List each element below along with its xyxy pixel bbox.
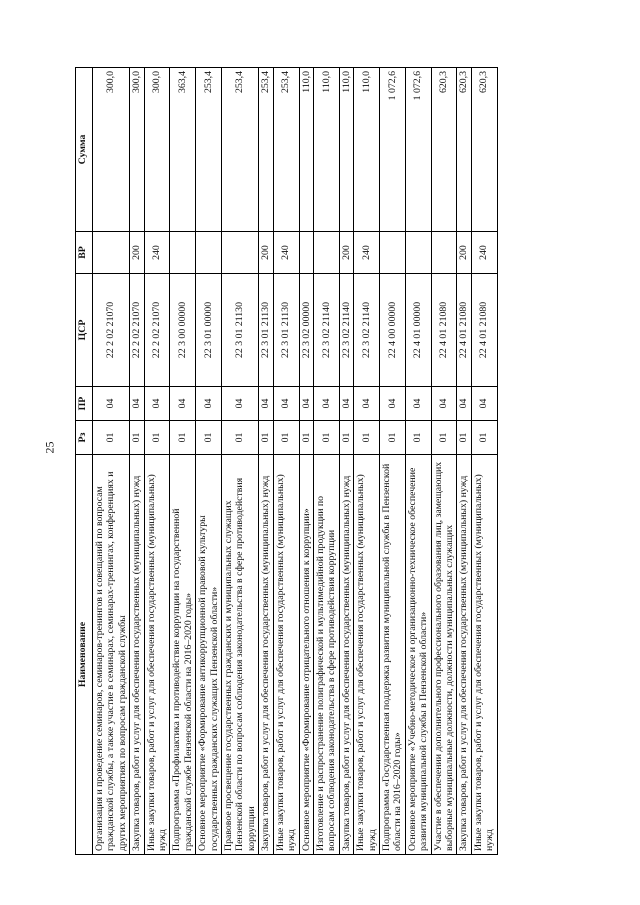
header-pr: ПР (76, 387, 93, 421)
cell-vr (93, 232, 130, 274)
cell-pr: 04 (130, 387, 144, 421)
cell-csr: 22 4 01 21080 (457, 274, 471, 387)
cell-rz: 01 (93, 421, 130, 455)
cell-pr: 04 (222, 387, 259, 421)
cell-csr: 22 3 01 21130 (222, 274, 259, 387)
table-row (273, 68, 299, 855)
cell-pr: 04 (299, 387, 313, 421)
header-name: Наименование (76, 455, 93, 855)
table-row (339, 68, 353, 855)
cell-name: Иные закупки товаров, работ и услуг для обеспечения государственных (муниципальных) нужд (273, 455, 299, 855)
cell-name: Иные закупки товаров, работ и услуг для обеспечения государственных (муниципальных) нужд (471, 455, 497, 855)
cell-sum: 110,0 (354, 68, 380, 232)
cell-sum: 253,4 (259, 68, 273, 232)
cell-vr (299, 232, 313, 274)
table-row (405, 68, 431, 855)
cell-rz: 01 (222, 421, 259, 455)
table-row (299, 68, 313, 855)
cell-pr: 04 (144, 387, 170, 421)
table-row (222, 68, 259, 855)
cell-name: Закупка товаров, работ и услуг для обеспечения государственных (муниципальных) нужд (339, 455, 353, 855)
cell-csr: 22 4 01 21080 (471, 274, 497, 387)
cell-csr: 22 4 01 00000 (405, 274, 431, 387)
cell-sum: 110,0 (339, 68, 353, 232)
cell-sum: 620,3 (431, 68, 457, 232)
table-row (170, 68, 196, 855)
table-row (471, 68, 497, 855)
cell-name: Подпрограмма «Государственная поддержка развития муниципальной службы в Пензенской области на 2016–2020 годы» (379, 455, 405, 855)
cell-pr: 04 (339, 387, 353, 421)
cell-sum: 253,4 (273, 68, 299, 232)
cell-vr (222, 232, 259, 274)
cell-rz: 01 (170, 421, 196, 455)
cell-csr: 22 3 02 21140 (313, 274, 339, 387)
cell-vr: 240 (273, 232, 299, 274)
cell-rz: 01 (431, 421, 457, 455)
cell-pr: 04 (259, 387, 273, 421)
cell-vr (313, 232, 339, 274)
cell-rz: 01 (313, 421, 339, 455)
cell-pr: 04 (313, 387, 339, 421)
cell-sum: 253,4 (222, 68, 259, 232)
cell-rz: 01 (405, 421, 431, 455)
table-row (259, 68, 273, 855)
cell-csr: 22 3 00 00000 (170, 274, 196, 387)
cell-pr: 04 (431, 387, 457, 421)
table-row (130, 68, 144, 855)
cell-name: Организация и проведение семинаров, семинаров-тренингов и совещаний по вопросам гражданской службы, а также участие в семинарах, семинарах-тренингах, конференциях и других мероприятиях по вопросам гражданской службы (93, 455, 130, 855)
cell-vr: 200 (339, 232, 353, 274)
cell-name: Основное мероприятие «Формирование отрицательного отношения к коррупции» (299, 455, 313, 855)
cell-pr: 04 (379, 387, 405, 421)
table-row (313, 68, 339, 855)
cell-rz: 01 (354, 421, 380, 455)
cell-vr (170, 232, 196, 274)
cell-vr: 240 (144, 232, 170, 274)
cell-name: Основное мероприятие «Формирование антикоррупционной правовой культуры государственных гражданских служащих Пензенской области» (196, 455, 222, 855)
cell-vr (196, 232, 222, 274)
header-sum: Сумма (76, 68, 93, 232)
cell-sum: 620,3 (457, 68, 471, 232)
cell-vr: 240 (354, 232, 380, 274)
cell-vr (379, 232, 405, 274)
header-vr: ВР (76, 232, 93, 274)
cell-sum: 300,0 (130, 68, 144, 232)
rotated-table-area (75, 68, 606, 855)
cell-name: Закупка товаров, работ и услуг для обеспечения государственных (муниципальных) нужд (130, 455, 144, 855)
cell-rz: 01 (457, 421, 471, 455)
page-number: 25 (42, 441, 57, 454)
cell-rz: 01 (379, 421, 405, 455)
cell-csr: 22 3 02 21140 (339, 274, 353, 387)
cell-pr: 04 (93, 387, 130, 421)
cell-rz: 01 (130, 421, 144, 455)
cell-name: Участие в обеспечении дополнительного профессионального образования лиц, замещающих выборные муниципальные должности, должности муниципальных служащих (431, 455, 457, 855)
cell-name: Закупка товаров, работ и услуг для обеспечения государственных (муниципальных) нужд (457, 455, 471, 855)
cell-vr: 240 (471, 232, 497, 274)
cell-name: Иные закупки товаров, работ и услуг для обеспечения государственных (муниципальных) нужд (144, 455, 170, 855)
cell-vr: 200 (457, 232, 471, 274)
cell-name: Правовое просвещение государственных гражданских и муниципальных служащих Пензенской области по вопросам соблюдения законодательства в сфере противодействия коррупции (222, 455, 259, 855)
cell-sum: 363,4 (170, 68, 196, 232)
cell-pr: 04 (170, 387, 196, 421)
cell-pr: 04 (354, 387, 380, 421)
cell-vr: 200 (259, 232, 273, 274)
cell-pr: 04 (273, 387, 299, 421)
cell-vr: 200 (130, 232, 144, 274)
cell-rz: 01 (196, 421, 222, 455)
cell-csr: 22 3 01 21130 (273, 274, 299, 387)
table-row (457, 68, 471, 855)
table-row (431, 68, 457, 855)
table-row (144, 68, 170, 855)
cell-csr: 22 2 02 21070 (93, 274, 130, 387)
cell-sum: 1 072,6 (405, 68, 431, 232)
cell-pr: 04 (471, 387, 497, 421)
cell-sum: 300,0 (144, 68, 170, 232)
cell-csr: 22 4 00 00000 (379, 274, 405, 387)
table-header-row (76, 68, 93, 855)
rotated-table-container (75, 68, 606, 855)
cell-csr: 22 3 01 21130 (259, 274, 273, 387)
cell-csr: 22 3 02 21140 (354, 274, 380, 387)
cell-rz: 01 (299, 421, 313, 455)
cell-sum: 253,4 (196, 68, 222, 232)
cell-csr: 22 2 02 21070 (144, 274, 170, 387)
table-body (93, 68, 498, 855)
cell-name: Подпрограмма «Профилактика и противодействие коррупции на государственной гражданской службе Пензенской области на 2016–2020 годы» (170, 455, 196, 855)
table-row (354, 68, 380, 855)
header-csr: ЦСР (76, 274, 93, 387)
cell-rz: 01 (273, 421, 299, 455)
cell-vr (405, 232, 431, 274)
cell-csr: 22 4 01 21080 (431, 274, 457, 387)
cell-rz: 01 (471, 421, 497, 455)
cell-sum: 110,0 (313, 68, 339, 232)
table-row (196, 68, 222, 855)
budget-table (75, 67, 498, 855)
cell-name: Изготовление и распространение полиграфической и мультимедийной продукции по вопросам соблюдения законодательства в сфере противодействия коррупции (313, 455, 339, 855)
cell-sum: 300,0 (93, 68, 130, 232)
cell-pr: 04 (457, 387, 471, 421)
cell-name: Закупка товаров, работ и услуг для обеспечения государственных (муниципальных) нужд (259, 455, 273, 855)
table-row (93, 68, 130, 855)
cell-name: Иные закупки товаров, работ и услуг для обеспечения государственных (муниципальных) нужд (354, 455, 380, 855)
cell-csr: 22 2 02 21070 (130, 274, 144, 387)
cell-sum: 1 072,6 (379, 68, 405, 232)
cell-pr: 04 (196, 387, 222, 421)
header-rz: Рз (76, 421, 93, 455)
cell-rz: 01 (259, 421, 273, 455)
cell-name: Основное мероприятие «Учебно-методическое и организационно-техническое обеспечение развития муниципальной службы в Пензенской области» (405, 455, 431, 855)
cell-vr (431, 232, 457, 274)
cell-csr: 22 3 01 00000 (196, 274, 222, 387)
cell-rz: 01 (144, 421, 170, 455)
cell-rz: 01 (339, 421, 353, 455)
cell-sum: 620,3 (471, 68, 497, 232)
cell-sum: 110,0 (299, 68, 313, 232)
cell-csr: 22 3 02 00000 (299, 274, 313, 387)
cell-pr: 04 (405, 387, 431, 421)
table-row (379, 68, 405, 855)
